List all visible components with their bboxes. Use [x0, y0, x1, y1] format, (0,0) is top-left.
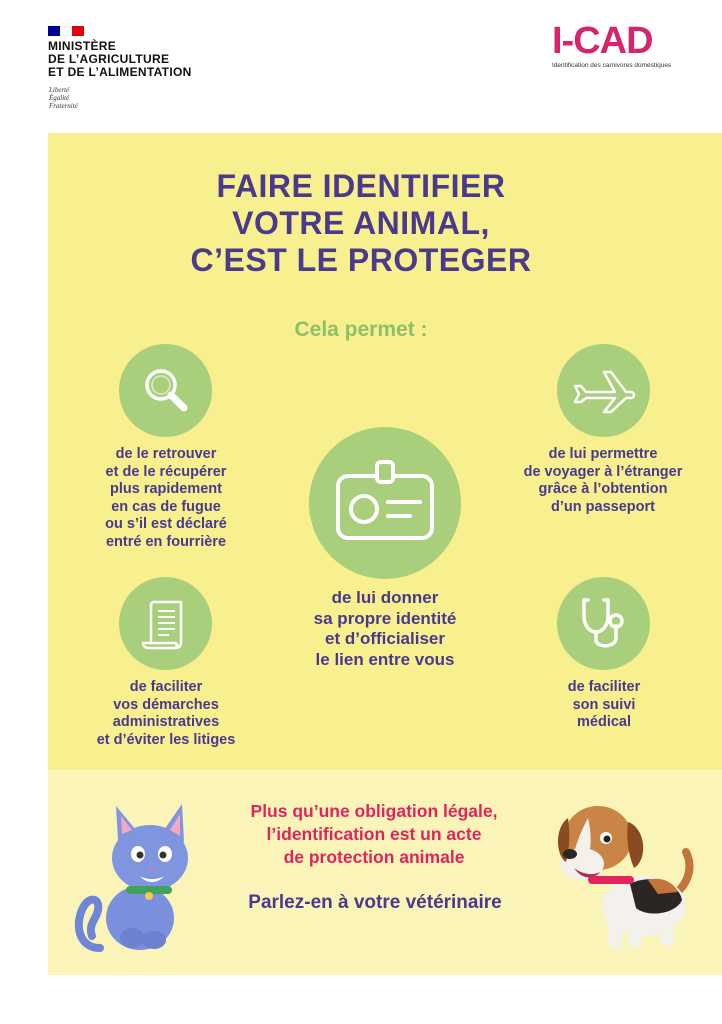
cat-illustration [70, 798, 200, 953]
call-to-action: Parlez-en à votre vétérinaire [248, 892, 502, 913]
document-icon [141, 596, 191, 652]
benefit-circle-travel [557, 344, 650, 437]
icad-logo-subtitle: Identification des carnivores domestiques [552, 62, 672, 69]
magnifier-icon [138, 363, 194, 419]
icad-logo-text: I-CAD [552, 20, 653, 62]
benefit-text-admin: de faciliter vos démarches administratives et d’éviter les litiges [96, 679, 236, 748]
benefit-circle-admin [119, 577, 212, 670]
benefit-text-find: de le retrouver et de le récupérer plus rapidement en cas de fugue ou s’il est déclaré entré en fourrière [105, 446, 227, 550]
benefit-text-identity: de lui donner sa propre identité et d’officialiser le lien entre vous [313, 588, 457, 669]
benefit-text-travel: de lui permettre de voyager à l’étranger grâce à l’obtention d’un passeport [523, 446, 683, 515]
subtitle: Cela permet : [294, 318, 428, 341]
republic-motto: Liberté Égalité Fraternité [49, 86, 78, 110]
benefit-circle-medical [557, 577, 650, 670]
stethoscope-icon [576, 594, 632, 654]
ministry-name: MINISTÈRE DE L’AGRICULTURE ET DE L’ALIMENTATION [48, 39, 192, 79]
icad-logo [552, 22, 682, 74]
benefit-circle-identity [309, 427, 461, 579]
legal-message: Plus qu’une obligation légale, l’identification est un acte de protection animale [250, 801, 498, 867]
id-badge-icon [330, 458, 440, 548]
airplane-icon [571, 366, 637, 416]
dog-illustration [548, 788, 698, 953]
benefit-circle-find [119, 344, 212, 437]
poster-title: FAIRE IDENTIFIER VOTRE ANIMAL, C’EST LE PROTEGER [190, 168, 532, 278]
header [0, 0, 722, 130]
french-flag-icon [48, 26, 84, 36]
benefit-text-medical: de faciliter son suivi médical [567, 679, 641, 730]
